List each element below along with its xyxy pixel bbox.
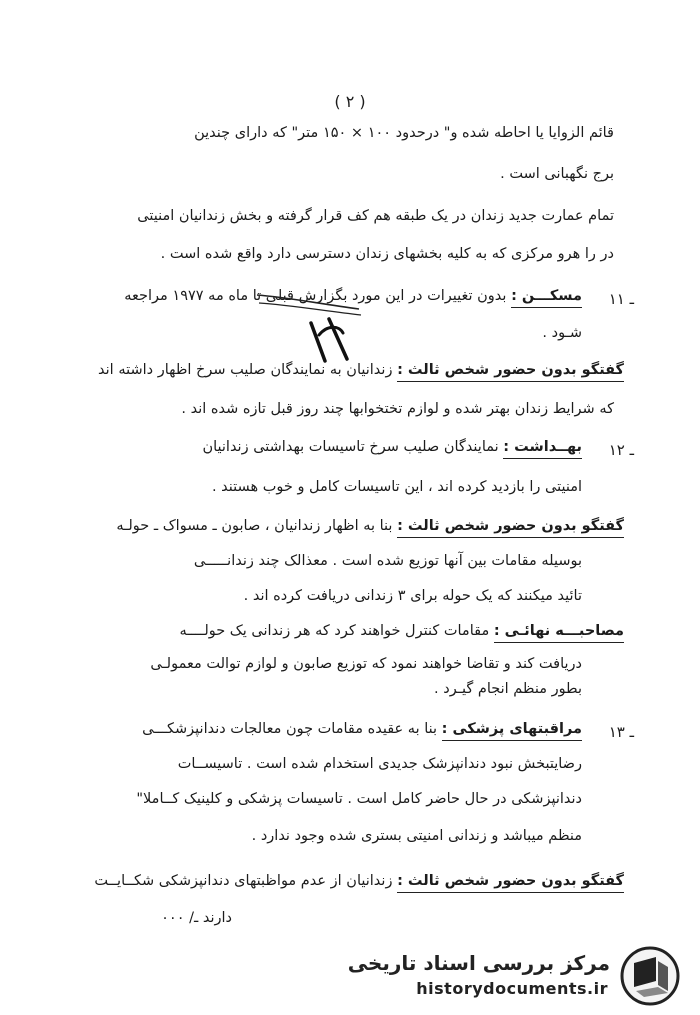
text-line-2: برج نگهبانی است . <box>500 166 614 182</box>
text-line-13: تائید میکنند که یک حوله برای ۳ زندانی دریافت کرده اند . <box>243 588 582 604</box>
text-line-1: قائم الزوایا یا احاطه شده و" درحدود ۱۰۰ × ۱۵۰ متر" که دارای چندین <box>194 125 614 141</box>
item-text-interview-3: زندانیان از عدم مواظبتهای دندانپزشکی شکــایــت <box>94 873 393 889</box>
text-line-6: شـود . <box>542 325 582 341</box>
item-text-medical-care: بنا به عقیده مقامات چون معالجات دندانپزشکـــی <box>142 721 438 737</box>
text-line-4: در را هرو مرکزی که به کلیه بخشهای زندان دسترسی دارد واقع شده است . <box>160 246 614 262</box>
text-line-21 <box>94 873 624 889</box>
item-label-interview-2: گفتگو بدون حضور شخص ثالث : <box>397 518 624 538</box>
text-line-17 <box>142 721 582 737</box>
item-number-12: ۱۲ ـ <box>608 441 634 459</box>
watermark <box>347 945 682 1007</box>
text-line-12: بوسیله مقامات بین آنها توزیع شده است . معذالک چند زندانـــــی <box>193 553 582 569</box>
text-line-10: امنیتی را بازدید کرده اند ، این تاسیسات کامل و خوب هستند . <box>211 479 582 495</box>
item-text-final-interview: مقامات کنترل خواهند کرد که هر زندانی یک حولــــه <box>179 623 490 639</box>
item-label-hygiene: بهــداشت : <box>503 439 582 459</box>
item-label-final-interview: مصاحبـــه نهائـی : <box>494 623 624 643</box>
item-text-housing: بدون تغییرات در این مورد بگزارش قبلی تا ماه مه ۱۹۷۷ مراجعه <box>124 288 507 304</box>
text-line-16: بطور منظم انجام گیـرد . <box>434 681 582 697</box>
page-number: ( ۲ ) <box>334 92 366 111</box>
item-number-11: ۱۱ ـ <box>608 290 634 308</box>
text-line-18: رضایتبخش نبود دندانپزشک جدیدی استخدام شده است . تاسیســات <box>177 756 582 772</box>
item-number-13: ۱۳ ـ <box>608 723 634 741</box>
item-label-interview-3: گفتگو بدون حضور شخص ثالث : <box>397 873 624 893</box>
item-label-housing: مسکـــن : <box>511 288 582 308</box>
item-text-interview-2: بنا به اظهار زندانیان ، صابون ـ مسواک ـ حولـه <box>116 518 393 534</box>
watermark-title: مرکز بررسی اسناد تاریخی <box>347 951 610 975</box>
text-line-9 <box>202 439 582 455</box>
item-label-interview-1: گفتگو بدون حضور شخص ثالث : <box>397 362 624 382</box>
text-line-22: دارند ـ/ ۰۰۰ <box>161 910 232 926</box>
text-line-20: منظم میباشد و زندانی امنیتی بستری شده وجود ندارد . <box>251 828 582 844</box>
text-line-11 <box>116 518 624 534</box>
handwritten-mark <box>255 275 365 365</box>
text-line-14 <box>180 623 624 639</box>
text-line-19: دندانپزشکی در حال حاضر کامل است . تاسیسات پزشکی و کلینیک کــاملا" <box>136 791 582 807</box>
watermark-site: historydocuments.ir <box>416 979 608 998</box>
item-text-interview-1: زندانیان به نمایندگان صلیب سرخ اظهار داشته اند <box>98 362 393 378</box>
text-line-15: دریافت کند و تقاضا خواهند نمود که توزیع صابون و لوازم توالت معمولـی <box>150 656 582 672</box>
item-text-hygiene: نمایندگان صلیب سرخ تاسیسات بهداشتی زندانیان <box>202 439 499 455</box>
item-label-medical-care: مراقبتهای پزشکی : <box>442 721 582 741</box>
text-line-8: که شرایط زندان بهتر شده و لوازم تختخوابها چند روز قبل تازه شده اند . <box>181 401 614 417</box>
archive-logo-icon <box>618 945 682 1007</box>
text-line-3: تمام عمارت جدید زندان در یک طبقه هم کف قرار گرفته و بخش زندانیان امنیتی <box>137 208 614 224</box>
